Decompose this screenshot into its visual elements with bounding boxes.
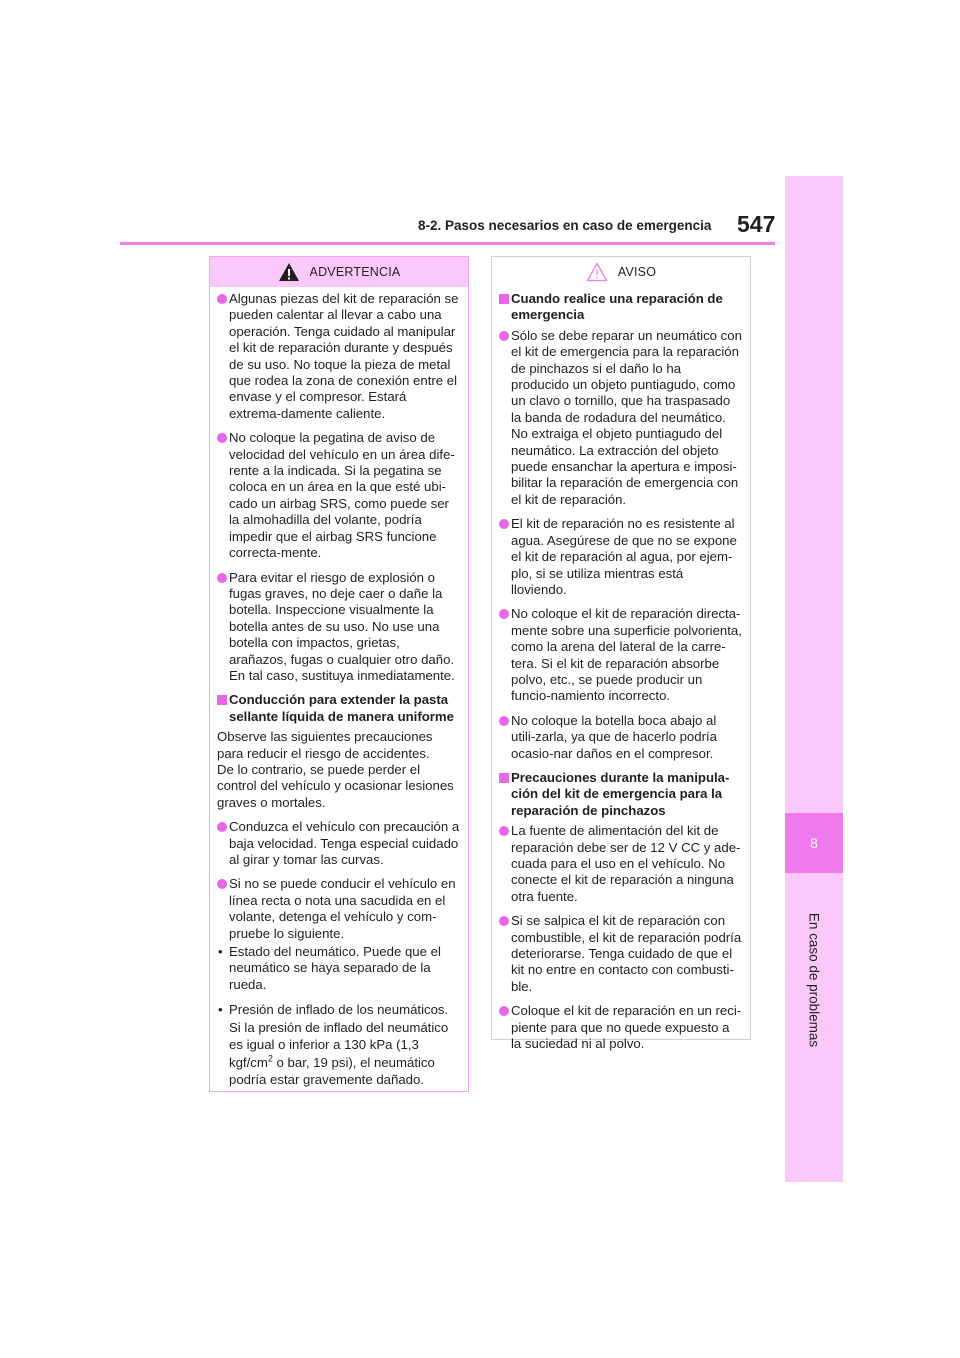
list-item-text: No extraiga el objeto puntiagudo del neumático. La extracción del objeto puede ensanchar la apertura e imposi-bilitar la reparación de emergencia con el kit de reparación. (511, 426, 739, 507)
subheading-text: Precauciones durante la manipula-ción del kit de emergencia para la reparación de pinchazos (511, 769, 730, 818)
caution-title: AVISO (617, 264, 657, 279)
warning-header (210, 257, 468, 287)
list-item-text: Sólo se debe reparar un neumático con el kit de emergencia para la reparación de pinchazos si el daño lo ha producido un objeto puntiagudo, como un clavo o tornillo, que ha traspasado la banda de rodadura del neumático. (511, 327, 742, 425)
square-bullet-icon (499, 773, 509, 783)
caution-triangle-outline-icon (586, 262, 608, 282)
list-item (217, 876, 460, 942)
bullet-icon (499, 519, 509, 529)
bullet-icon (217, 573, 227, 583)
chapter-number: 8 (810, 835, 818, 851)
list-item-text: No coloque el kit de reparación directa-mente sobre una superficie polvorienta, como la arena del lateral de la carre-tera. Si el kit de reparación absorbe polvo, etc., se puede producir un funcio-namiento incorrecto. (511, 606, 742, 704)
square-bullet-icon (217, 695, 227, 705)
paragraph: De lo contrario, se puede perder el control del vehículo y ocasionar lesiones graves o mortales. (217, 761, 454, 810)
dot-marker: • (218, 1002, 223, 1018)
list-item-text: No coloque la pegatina de aviso de velocidad del vehículo en un área dife-rente a la indicada. Si la pegatina se coloca en un área en la que esté ubi-cado un airbag SRS, como puede ser la almohadilla del volante, podría impedir que el airbag SRS funcione correcta-mente. (229, 430, 455, 561)
list-item (499, 1003, 742, 1052)
chapter-title: En caso de problemas (806, 912, 822, 1048)
list-item (499, 328, 742, 508)
superscript: 2 (267, 1053, 273, 1064)
bullet-icon (217, 433, 227, 443)
caution-box (491, 256, 751, 1052)
bullet-icon (217, 294, 227, 304)
list-item-text: Para evitar el riesgo de explosión o fugas graves, no deje caer o dañe la botella. Inspeccione visualmente la botella antes de su uso. No use una botella con impactos, grietas, arañazos, fugas o cualquier otro daño. En tal caso, sustituya inmediatamente. (229, 569, 455, 683)
subheading-text: Conducción para extender la pasta sellante líquida de manera uniforme (229, 692, 454, 724)
bullet-icon (499, 609, 509, 619)
subheading (499, 291, 742, 324)
bullet-icon (217, 822, 227, 832)
list-item (499, 913, 742, 995)
paragraph: Observe las siguientes precauciones para reducir el riesgo de accidentes. (217, 729, 433, 761)
dot-list-item-text: Estado del neumático. Puede que el neumático se haya separado de la rueda. (229, 944, 441, 992)
list-item (499, 606, 742, 704)
bullet-icon (217, 879, 227, 889)
list-item-text: El kit de reparación no es resistente al agua. Asegúrese de que no se expone el kit de reparación al agua, por ejem-plo, si se utiliza mientras está lloviendo. (511, 516, 737, 597)
header-rule (120, 242, 775, 245)
list-item (217, 430, 460, 561)
bullet-icon (499, 1006, 509, 1016)
bullet-icon (499, 331, 509, 341)
subheading-text: Cuando realice una reparación de emergencia (511, 291, 723, 323)
list-item-text: Si se salpica el kit de reparación con combustible, el kit de reparación podría deteriorarse. Tenga cuidado de que el kit no entre en contacto con combusti-ble. (511, 913, 742, 994)
warning-box (209, 256, 469, 1092)
list-item-text: La fuente de alimentación del kit de reparación debe ser de 12 V CC y ade-cuada para el uso en el vehículo. No conecte el kit de reparación a ninguna otra fuente. (511, 823, 741, 904)
dot-list-item-text: o bar, 19 psi), el neumático podría estar gravemente dañado. (229, 1054, 435, 1088)
list-item (217, 819, 460, 868)
chapter-number-box (785, 813, 843, 873)
list-item-text: Algunas piezas del kit de reparación se pueden calentar al llevar a cabo una operación. Tenga cuidado al manipular el kit de reparación durante y después de su uso. No toque la pieza de metal que rodea la zona de conexión entre el envase y el compresor. Estará extrema-damente caliente. (229, 291, 459, 421)
square-bullet-icon (499, 294, 509, 304)
page-number: 547 (737, 211, 776, 237)
bullet-icon (499, 716, 509, 726)
warning-title: ADVERTENCIA (309, 264, 401, 279)
list-item-text: Si no se puede conducir el vehículo en línea recta o nota una sacudida en el volante, detenga el vehículo y com-pruebe lo siguiente. (229, 876, 456, 941)
list-item-text: Coloque el kit de reparación en un reci-piente para que no quede expuesto a la suciedad ni al polvo. (511, 1003, 742, 1052)
dot-list-item (217, 944, 460, 993)
warning-triangle-icon (278, 262, 300, 282)
list-item (217, 570, 460, 685)
dot-marker: • (218, 944, 223, 960)
dot-list-item-text: Presión de inflado de los neumáticos. Si la presión de inflado del neumático es igual o inferior a 130 kPa (1,3 kgf/cm (229, 1002, 449, 1070)
list-item (217, 291, 460, 422)
bullet-icon (499, 826, 509, 836)
section-title: 8-2. Pasos necesarios en caso de emergencia (418, 218, 712, 233)
subheading (499, 770, 742, 819)
dot-list-item (217, 1001, 460, 1089)
list-item (499, 516, 742, 598)
subheading (217, 692, 460, 725)
list-item (499, 823, 742, 905)
list-item (499, 713, 742, 762)
list-item-text: No coloque la botella boca abajo al utili-zarla, ya que de hacerlo podría ocasio-nar daños en el compresor. (511, 712, 717, 761)
caution-header (492, 257, 750, 287)
list-item-text: Conduzca el vehículo con precaución a baja velocidad. Tenga especial cuidado al girar y tomar las curvas. (229, 819, 460, 867)
bullet-icon (499, 916, 509, 926)
